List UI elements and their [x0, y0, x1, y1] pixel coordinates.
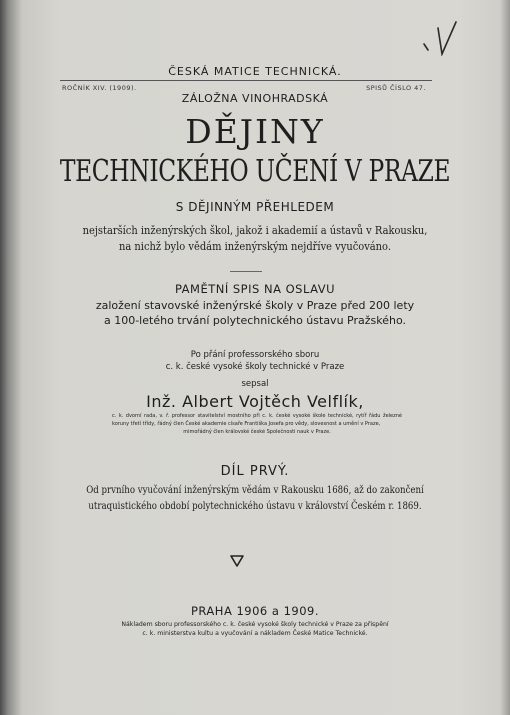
publisher-line: Nákladem sboru professorského c. k. české vysoké školy technické v Praze za přispění — [121, 621, 389, 628]
header-divider — [60, 80, 432, 81]
author-name: Inž. Albert Vojtěch Velflík, — [146, 392, 364, 411]
request-text — [0, 349, 510, 373]
imprint-publisher — [0, 620, 510, 638]
publisher-society: ČESKÁ MATICE TECHNICKÁ. — [168, 65, 342, 78]
ornament-triangle-icon — [230, 555, 244, 567]
bio-line: c. k. dvorní rada, v. ř. professor stavitelství mostního při c. k. české vysoké škole technické, rytíř řádu železné koruny třetí třídy, řádný člen České akademie císaře Františka Josefa pro vědy, slovesnost a umění v Praze, — [112, 413, 402, 427]
part-description — [46, 482, 464, 514]
subtitle: S DĚJINNÝM PŘEHLEDEM — [175, 200, 335, 214]
request-line: c. k. české vysoké školy technické v Praze — [165, 362, 345, 372]
occasion-line: založení stavovské inženýrské školy v Praze před 200 lety — [95, 299, 415, 312]
series-name: ZÁLOŽNA VINOHRADSKÁ — [181, 92, 329, 105]
issue-number: SPISŮ ČÍSLO 47. — [366, 84, 426, 92]
memorial-heading: PAMĚTNÍ SPIS NA OSLAVU — [174, 282, 336, 296]
part-description-line: utraquistického období polytechnického ústavu v království Českém r. 1869. — [88, 500, 422, 512]
request-line: Po přání professorského sboru — [190, 350, 320, 360]
title-line-1: DĚJINY — [185, 112, 325, 151]
imprint-place-date: PRAHA 1906 a 1909. — [190, 604, 320, 618]
section-divider — [230, 271, 262, 272]
description-line: nejstarších inženýrských škol, jakož i akademií a ústavů v Rakousku, — [82, 223, 428, 237]
wrote-label: sepsal — [241, 379, 269, 389]
description — [36, 222, 475, 254]
author-bio — [112, 412, 402, 436]
part-heading: DÍL PRVÝ. — [220, 464, 290, 479]
title-line-2: TECHNICKÉHO UČENÍ V PRAZE — [59, 154, 451, 189]
bio-line: mimořádný člen královské české Společnosti nauk v Praze. — [183, 429, 331, 435]
part-description-line: Od prvního vyučování inženýrským vědám v Rakousku 1686, až do zakončení — [86, 484, 424, 496]
handwritten-check-mark — [418, 20, 458, 56]
occasion-text — [0, 298, 510, 328]
publisher-line: c. k. ministerstva kultu a vyučování a nákladem České Matice Technické. — [142, 630, 368, 637]
occasion-line: a 100-letého trvání polytechnického ústavu Pražského. — [103, 314, 406, 327]
description-line: na nichž bylo vědám inženýrským nejdříve vyučováno. — [119, 239, 391, 253]
volume-number: ROČNÍK XIV. (1909). — [62, 84, 137, 92]
